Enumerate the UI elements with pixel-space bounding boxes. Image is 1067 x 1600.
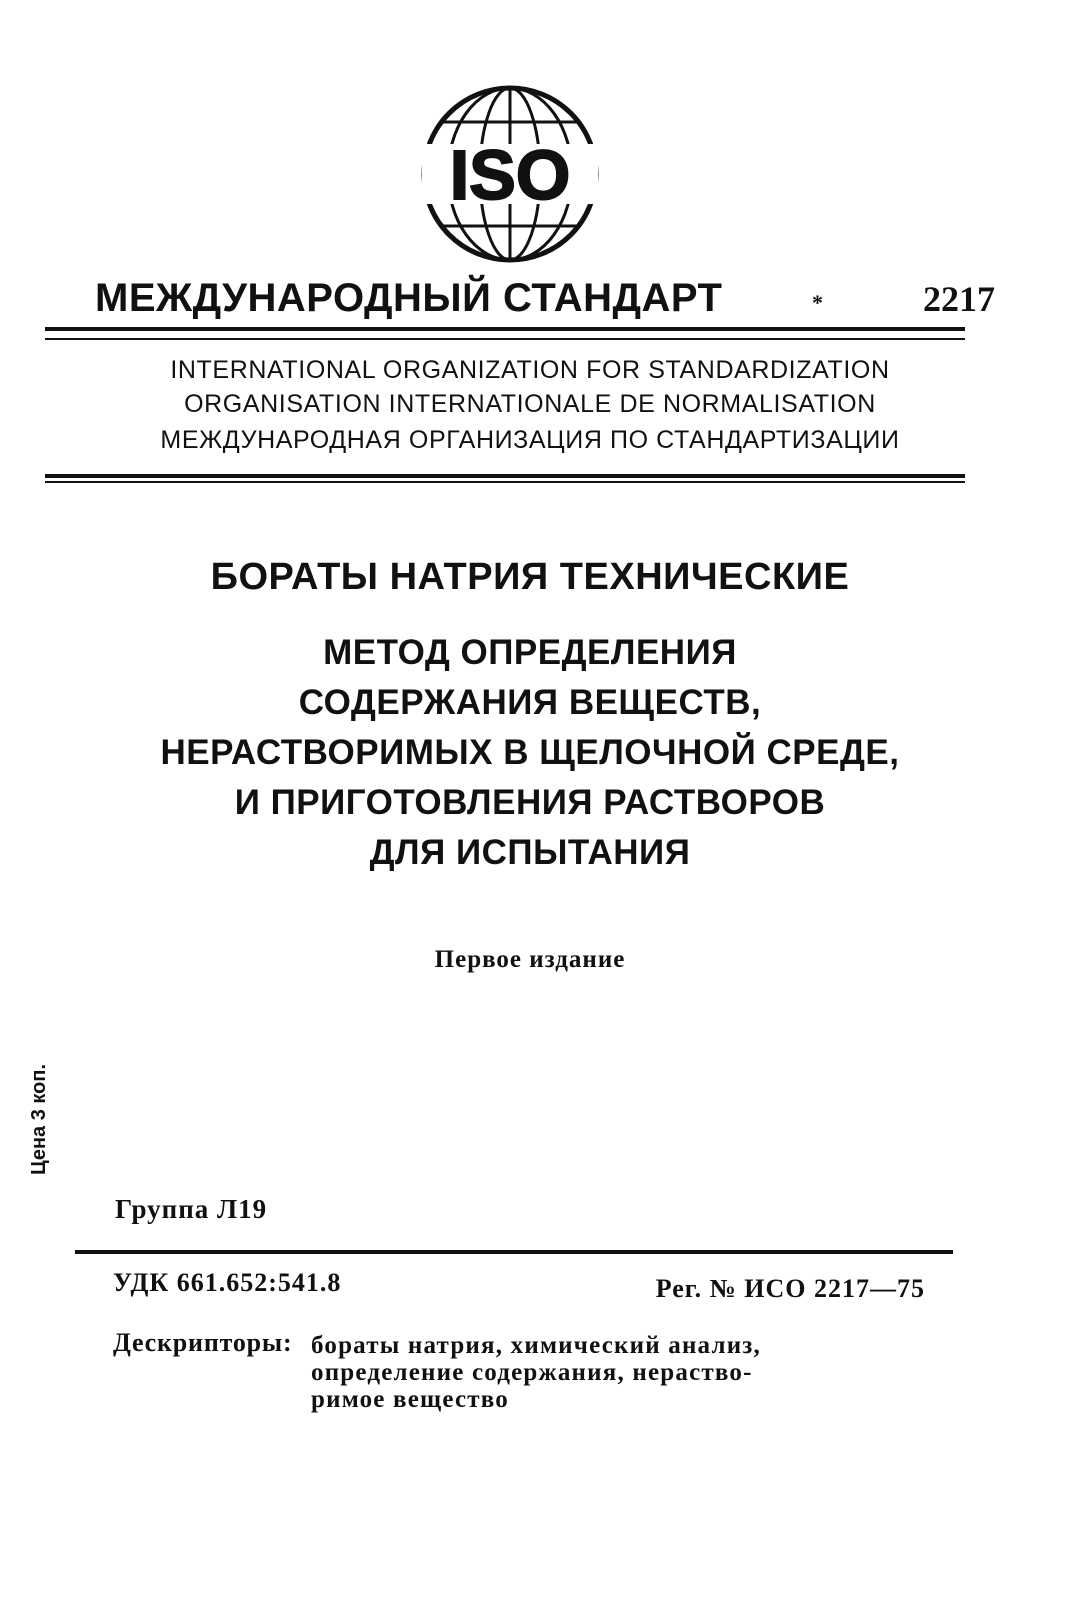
standard-header (95, 276, 995, 328)
organization-name-en: INTERNATIONAL ORGANIZATION FOR STANDARDIZATION (170, 356, 890, 384)
subtitle-line: ДЛЯ ИСПЫТАНИЯ (369, 833, 691, 872)
iso-globe-logo (420, 84, 600, 264)
descriptor-line: определение содержания, нераство- (311, 1359, 753, 1386)
subtitle-line: И ПРИГОТОВЛЕНИЯ РАСТВОРОВ (234, 783, 826, 822)
organization-name-ru: МЕЖДУНАРОДНАЯ ОРГАНИЗАЦИЯ ПО СТАНДАРТИЗАЦИИ (160, 426, 900, 454)
subtitle-line: СОДЕРЖАНИЯ ВЕЩЕСТВ, (298, 683, 762, 722)
registration-number: Рег. № ИСО 2217—75 (655, 1274, 925, 1303)
organization-rule-secondary (45, 481, 965, 483)
top-rule (45, 327, 965, 331)
document-subtitle (40, 628, 1020, 878)
organization-rule (45, 474, 965, 478)
udk-code: УДК 661.652:541.8 (113, 1268, 342, 1297)
subtitle-line: НЕРАСТВОРИМЫХ В ЩЕЛОЧНОЙ СРЕДЕ, (160, 733, 900, 772)
top-rule-secondary (45, 338, 965, 340)
standard-number: 2217 (923, 279, 995, 319)
price-label: Цена 3 коп. (28, 1063, 50, 1175)
footnote-star: * (812, 290, 823, 315)
footer-rule (75, 1250, 953, 1254)
organization-name-fr: ORGANISATION INTERNATIONALE DE NORMALISATION (184, 390, 876, 418)
standard-title: МЕЖДУНАРОДНЫЙ СТАНДАРТ (95, 276, 723, 320)
descriptor-line: бораты натрия, химический анализ, (311, 1332, 762, 1359)
group-label: Группа Л19 (115, 1194, 268, 1224)
iso-logo-text: ISO (449, 136, 571, 214)
subtitle-line: МЕТОД ОПРЕДЕЛЕНИЯ (323, 633, 737, 672)
descriptors-label: Дескрипторы: (113, 1328, 293, 1357)
document-title: БОРАТЫ НАТРИЯ ТЕХНИЧЕСКИЕ (210, 556, 850, 598)
descriptor-line: римое вещество (311, 1386, 509, 1413)
edition-label: Первое издание (434, 946, 626, 973)
descriptors-list (311, 1332, 831, 1413)
